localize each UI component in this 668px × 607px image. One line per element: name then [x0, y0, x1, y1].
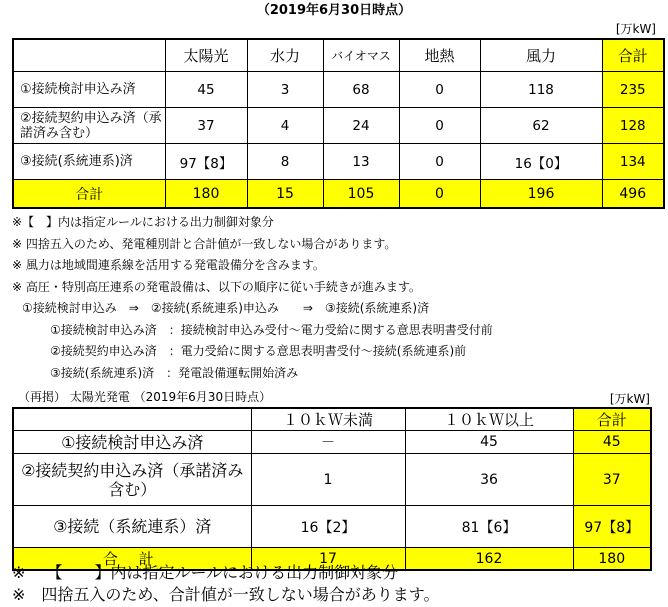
header-wind: 風力	[480, 39, 602, 72]
cell: 24	[323, 108, 399, 144]
cell: 8	[247, 144, 323, 180]
table-header-row	[13, 408, 651, 431]
cell: 196	[480, 180, 602, 209]
cell: 1	[251, 454, 405, 506]
total-label: 合計	[13, 180, 165, 209]
cell: 162	[405, 548, 573, 571]
cell: 0	[399, 108, 480, 144]
row-label: ②接続契約申込み済（承諾済み含む）	[13, 454, 251, 506]
cell-total: 97【8】	[573, 506, 651, 548]
cell-total: 134	[602, 144, 664, 180]
cell-grand-total: 180	[573, 548, 651, 571]
cell: 13	[323, 144, 399, 180]
cell: 16【0】	[480, 144, 602, 180]
cell: 45	[405, 431, 573, 454]
cell-total: 128	[602, 108, 664, 144]
cell: 68	[323, 72, 399, 108]
cell: 180	[165, 180, 247, 209]
total-label: 合 計	[13, 548, 251, 571]
header-over-10kw: １０ｋＷ以上	[405, 408, 573, 431]
cell: 0	[399, 180, 480, 209]
table-header-row	[13, 39, 664, 72]
definition: ③接続(系統連系)済 ：発電設備運転開始済み	[50, 365, 299, 380]
cell: 0	[399, 72, 480, 108]
cell: 62	[480, 108, 602, 144]
cell-grand-total: 496	[602, 180, 664, 209]
procedure-flow: ①接続検討申込み ⇒ ②接続(系統連系)申込み ⇒ ③接続(系統連系)済	[22, 301, 430, 315]
solar-table	[12, 407, 652, 571]
note: ※ 風力は地域間連系線を活用する発電設備分を含みます。	[12, 258, 325, 272]
table-row	[13, 506, 651, 548]
note: ※ 【 】内は指定ルールにおける出力制御対象分	[12, 563, 399, 582]
header-total: 合計	[602, 39, 664, 72]
cell-total: 45	[573, 431, 651, 454]
cell-total: 37	[573, 454, 651, 506]
row-label: ③接続(系統連系)済	[13, 144, 165, 180]
unit-label: [万kW]	[615, 22, 656, 36]
unit-label: [万kW]	[609, 392, 650, 406]
definition: ①接続検討申込み済 ：接続検討申込み受付～電力受給に関する意思表明書受付前	[50, 322, 493, 337]
cell-total: 235	[602, 72, 664, 108]
connection-status-table	[12, 38, 665, 209]
row-label: ②接続契約申込み済（承諾済み含む）	[13, 108, 165, 144]
table-row	[13, 431, 651, 454]
page-title: （2019年6月30日時点）	[256, 3, 412, 18]
notes	[12, 212, 493, 384]
definition: ②接続契約申込み済 ：電力受給に関する意思表明書受付～接続(系統連系)前	[50, 344, 467, 358]
note: ※ 四捨五入のため、発電種別計と合計値が一致しない場合があります。	[12, 236, 397, 251]
header-total: 合計	[573, 408, 651, 431]
cell: 4	[247, 108, 323, 144]
row-label: ③接続（系統連系）済	[13, 506, 251, 548]
header-blank	[13, 408, 251, 431]
header-geothermal: 地熱	[399, 39, 480, 72]
table-row	[13, 144, 664, 180]
solar-subtitle: （再掲） 太陽光発電 （2019年6月30日時点）	[18, 390, 272, 404]
cell: 105	[323, 180, 399, 209]
row-label: ①接続検討申込み済	[13, 431, 251, 454]
note: ※ 高圧・特別高圧連系の発電設備は、以下の順序に従い手続きが進みます。	[12, 279, 421, 294]
note: ※ 四捨五入のため、合計値が一致しない場合があります。	[12, 585, 440, 604]
header-under-10kw: １０ｋＷ未満	[251, 408, 405, 431]
cell: 16【2】	[251, 506, 405, 548]
cell: 118	[480, 72, 602, 108]
cell: 45	[165, 72, 247, 108]
cell: 15	[247, 180, 323, 209]
table-row	[13, 72, 664, 108]
header-biomass: バイオマス	[323, 39, 399, 72]
total-row	[13, 180, 664, 209]
row-label: ①接続検討申込み済	[13, 72, 165, 108]
header-hydro: 水力	[247, 39, 323, 72]
header-solar: 太陽光	[165, 39, 247, 72]
cell: 36	[405, 454, 573, 506]
cell: 37	[165, 108, 247, 144]
cell: 97【8】	[165, 144, 247, 180]
header-blank	[13, 39, 165, 72]
cell: 0	[399, 144, 480, 180]
table-row	[13, 454, 651, 506]
cell: －	[251, 431, 405, 454]
solar-notes	[12, 562, 440, 606]
cell: 81【6】	[405, 506, 573, 548]
cell: 3	[247, 72, 323, 108]
note: ※【 】内は指定ルールにおける出力制御対象分	[12, 215, 274, 229]
cell: 17	[251, 548, 405, 571]
table-row	[13, 108, 664, 144]
